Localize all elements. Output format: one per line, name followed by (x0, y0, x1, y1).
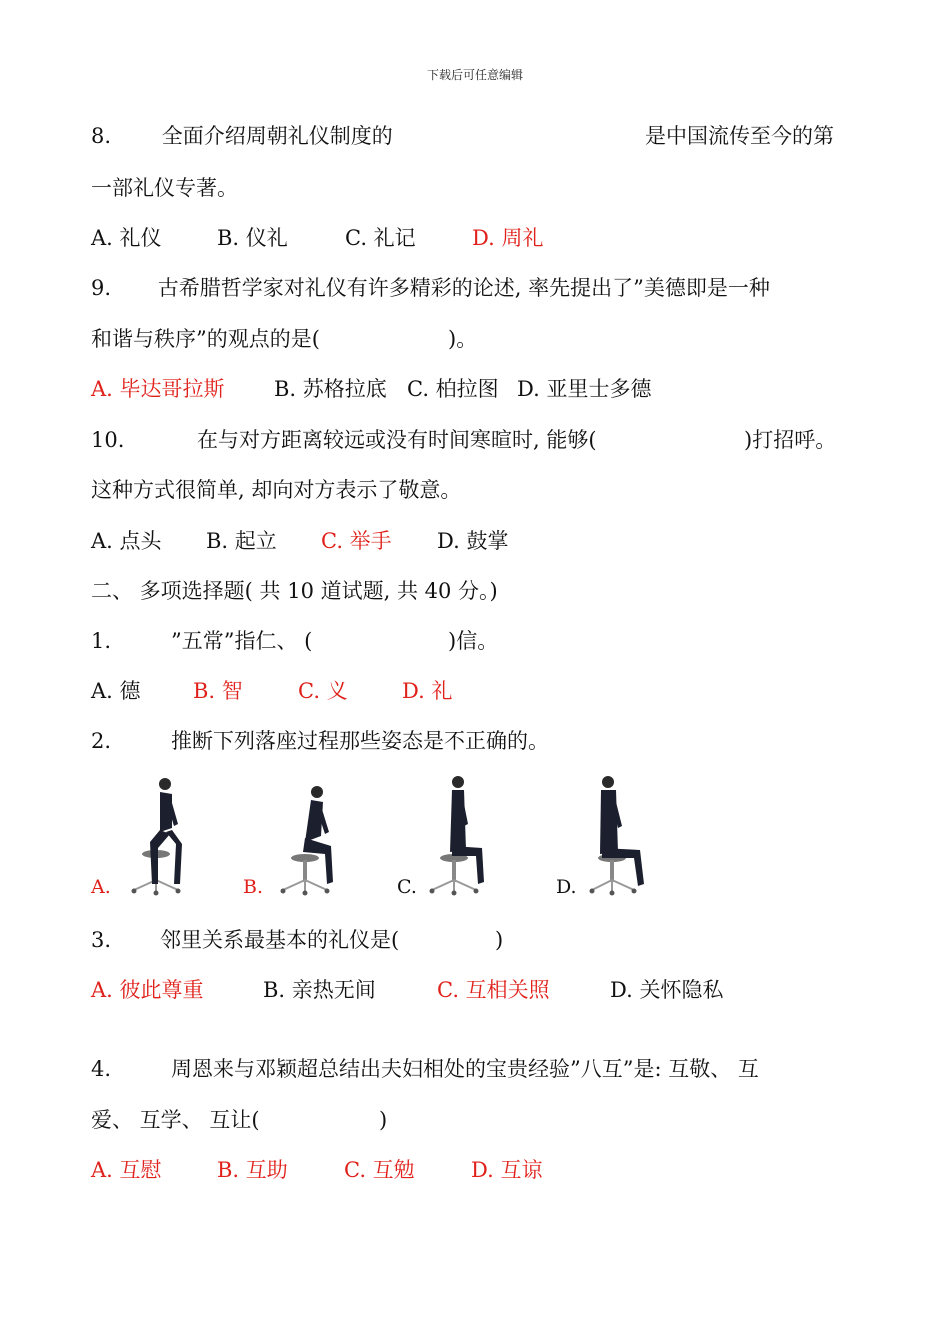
m1-text1: ”五常”指仁、 ( (171, 629, 313, 653)
figure-label-c: C. (397, 876, 417, 898)
q8-line1 (91, 122, 834, 150)
q9-option-d: D. 亚里士多德 (517, 377, 652, 401)
m2-number: 2. (91, 729, 112, 753)
figure-label-b: B. (243, 876, 264, 898)
m4-option-d: D. 互谅 (471, 1158, 543, 1182)
m1-options (91, 677, 453, 705)
m4-option-b: B. 互助 (217, 1158, 288, 1182)
q10-option-d: D. 鼓掌 (437, 529, 509, 553)
m2-line1 (91, 727, 549, 755)
q9-line1 (91, 274, 770, 302)
q10-text2: 这种方式很简单, 却向对方表示了敬意。 (91, 478, 462, 502)
m4-text2: 爱、 互学、 互让( (91, 1108, 260, 1132)
q9-option-c: C. 柏拉图 (407, 377, 499, 401)
q9-options (91, 375, 652, 403)
m3-text1: 邻里关系最基本的礼仪是( (160, 928, 400, 952)
q10-option-b: B. 起立 (206, 529, 277, 553)
m1-option-b: B. 智 (193, 679, 243, 703)
q8-text1: 全面介绍周朝礼仪制度的 (161, 124, 393, 148)
q9-option-a: A. 毕达哥拉斯 (91, 377, 225, 401)
m4-number: 4. (91, 1057, 112, 1081)
section2-heading: 二、 多项选择题( 共 10 道试题, 共 40 分。) (91, 579, 498, 603)
figure-label-d: D. (556, 876, 577, 898)
q10-number: 10. (91, 428, 125, 452)
q9-text2b: )。 (448, 327, 478, 351)
sitting-figure-b (275, 772, 345, 896)
m1-text1b: )信。 (448, 629, 499, 653)
q10-options (91, 527, 509, 555)
m3-number: 3. (91, 928, 112, 952)
q8-option-b: B. 仪礼 (217, 226, 288, 250)
q10-text1b: )打招呼。 (744, 428, 837, 452)
q8-text2: 是中国流传至今的第 (645, 124, 834, 148)
m1-line1 (91, 627, 499, 655)
m3-option-d: D. 关怀隐私 (610, 978, 724, 1002)
page-header: 下载后可任意编辑 (426, 68, 523, 82)
m3-option-c: C. 互相关照 (437, 978, 550, 1002)
m4-options (91, 1156, 543, 1184)
m4-line1 (91, 1055, 759, 1083)
m4-text1: 周恩来与邓颖超总结出夫妇相处的宝贵经验”八互”是: 互敬、 互 (171, 1057, 759, 1081)
q10-option-c: C. 举手 (321, 529, 392, 553)
figure-label-a: A. (91, 876, 111, 898)
q9-option-b: B. 苏格拉底 (274, 377, 387, 401)
q9-number: 9. (91, 276, 112, 300)
m3-option-a: A. 彼此尊重 (91, 978, 204, 1002)
m3-text1b: ) (495, 928, 504, 952)
q8-text3: 一部礼仪专著。 (91, 176, 238, 200)
m3-option-b: B. 亲热无间 (263, 978, 376, 1002)
m1-number: 1. (91, 629, 112, 653)
m3-line1 (91, 926, 504, 954)
q10-option-a: A. 点头 (91, 529, 162, 553)
m4-option-a: A. 互慰 (91, 1158, 162, 1182)
q10-line1 (91, 426, 837, 454)
q8-option-c: C. 礼记 (345, 226, 416, 250)
q8-option-d: D. 周礼 (472, 226, 544, 250)
q10-text1: 在与对方距离较远或没有时间寒暄时, 能够( (197, 428, 597, 452)
m3-options (91, 976, 724, 1004)
m1-option-c: C. 义 (298, 679, 348, 703)
q8-option-a: A. 礼仪 (91, 226, 162, 250)
m4-line2 (91, 1106, 388, 1134)
q8-options (91, 224, 544, 252)
m2-text1: 推断下列落座过程那些姿态是不正确的。 (171, 729, 549, 753)
m4-option-c: C. 互勉 (344, 1158, 415, 1182)
q9-text2: 和谐与秩序”的观点的是( (91, 327, 320, 351)
q9-line2 (91, 325, 478, 353)
m4-text2b: ) (379, 1108, 388, 1132)
sitting-figure-a (120, 772, 190, 896)
sitting-figure-c (428, 772, 498, 896)
sitting-figure-d (588, 772, 658, 896)
m1-option-a: A. 德 (91, 679, 141, 703)
q8-number: 8. (91, 124, 112, 148)
q9-text1: 古希腊哲学家对礼仪有许多精彩的论述, 率先提出了”美德即是一种 (157, 276, 770, 300)
m1-option-d: D. 礼 (402, 679, 453, 703)
